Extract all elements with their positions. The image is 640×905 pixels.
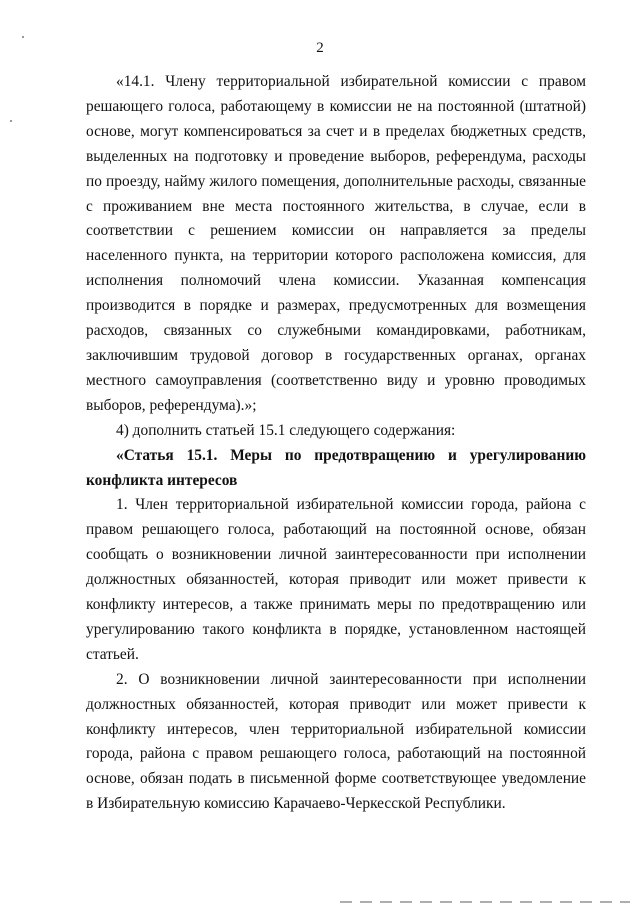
paragraph-article-15-1-part-2: 2. О возникновении личной заинтересованности при исполнении должностных обязанностей, которая приводит или может привести к конфликту интересов, член территориальной избирательной комиссии города, района с правом решающего голоса, работающий на постоянной основе, обязан подать в письменной форме соответствующее уведомление в Избирательную комиссию Карачаево-Черкесской Республики. (86, 670, 586, 813)
scan-speck (10, 120, 12, 122)
article-15-1-heading: «Статья 15.1. Меры по предотвращению и урегулированию конфликта интересов (86, 446, 586, 489)
paragraph-article-15-1-part-1: 1. Член территориальной избирательной комиссии города, района с правом решающего голоса, работающий на постоянной основе, обязан сообщать о возникновении личной заинтересованности при исполнении должностных обязанностей, которая приводит или может привести к конфликту интересов, а также принимать меры по предотвращению или урегулированию такого конфликта в порядке, установленном настоящей статьей. (86, 496, 586, 663)
scan-speck (22, 36, 24, 38)
page-number: 2 (316, 40, 324, 56)
paragraph-amendment-4: 4) дополнить статьей 15.1 следующего содержания: (116, 421, 456, 439)
scan-edge-marks (340, 901, 630, 903)
document-body (86, 70, 586, 817)
paragraph-14-1: «14.1. Члену территориальной избирательной комиссии с правом решающего голоса, работающему в комиссии не на постоянной (штатной) основе, могут компенсироваться за счет и в пределах бюджетных средств, выделенных на подготовку и проведение выборов, референдума, расходы по проезду, найму жилого помещения, дополнительные расходы, связанные с проживанием вне места постоянного жительства, в случае, если в соответствии с решением комиссии он направляется за пределы населенного пункта, на территории которого расположена комиссия, для исполнения полномочий члена комиссии. Указанная компенсация производится в порядке и размерах, предусмотренных для возмещения расходов, связанных со служебными командировками, работникам, заключившим трудовой договор в государственных органах, органах местного самоуправления (соответственно виду и уровню проводимых выборов, референдума).»; (86, 73, 586, 414)
